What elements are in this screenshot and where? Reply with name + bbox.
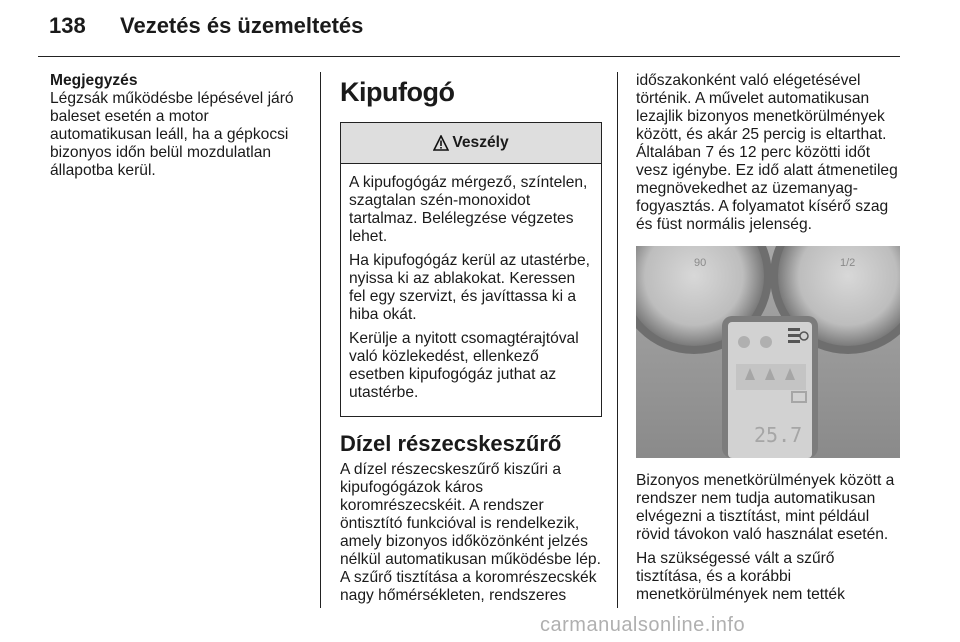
body-paragraph: Ha szükségessé vált a szűrő tisztítása, és a korábbi menetkörülmények nem tették: [636, 550, 845, 603]
danger-box-header: [341, 123, 601, 164]
right-gauge-label: 1/2: [840, 257, 856, 269]
continued-paragraph: időszakonként való elégetésével történik. A művelet automatikusan lezajlik bizonyos menetkörülmények között, és akár 25 percig is eltarthat. Általában 7 és 12 perc közötti időt vesz igénybe. Ez idő alatt átmenetileg megnövekedhet az üzemanyag-fogyasztás. A folyamatot kísérő szag és füst normális jelenség.: [636, 72, 898, 233]
danger-box-body: [341, 164, 601, 416]
column-right: [636, 72, 904, 610]
watermark: carmanualsonline.info: [540, 614, 746, 636]
column-divider-2: [617, 72, 618, 608]
page-number: 138: [49, 13, 86, 38]
dashboard-photo: [636, 246, 900, 458]
danger-box: [340, 122, 602, 417]
column-divider-1: [320, 72, 321, 608]
note-title: Megjegyzés: [50, 72, 138, 89]
page-header: [0, 0, 960, 58]
left-gauge-label: 90: [694, 257, 707, 269]
chapter-title: Vezetés és üzemeltetés: [120, 13, 364, 38]
body-paragraph: Bizonyos menetkörülmények között a rendszer nem tudja automatikusan elvégezni a tisztítást, mint például rövid távokon való használat esetén.: [636, 472, 895, 543]
display-temperature: 25.7: [754, 423, 803, 447]
column-left: [50, 72, 312, 186]
dpf-paragraph: A dízel részecskeszűrő kiszűri a kipufogógázok káros koromrészecskéit. A rendszer öntisztító funkcióval is rendelkezik, amely bizonyos időközönként jelzés nélkül automatikusan működésbe lép. A szűrő tisztítása a koromrészecskék nagy hőmérsékleten, rendszeres: [340, 461, 601, 604]
danger-paragraph: Ha kipufogógáz kerül az utastérbe, nyissa ki az ablakokat. Keressen fel egy szervizt, és javíttassa ki a hiba okát.: [349, 252, 590, 323]
danger-paragraph: Kerülje a nyitott csomagtérajtóval való közlekedést, ellenkező esetben kipufogógáz juthat az utastérbe.: [349, 330, 579, 401]
note: [50, 72, 312, 180]
warning-triangle-icon: [433, 135, 449, 151]
danger-box-title: Veszély: [452, 134, 509, 151]
column-middle: [340, 72, 602, 611]
note-text: Légzsák működésbe lépésével járó baleset esetén a motor automatikusan leáll, ha a gépkocsi bizonyos időn belül mozdulatlan állapotba kerül.: [50, 90, 294, 179]
subsection-title-dpf: Dízel részecskeszűrő: [340, 431, 562, 456]
section-title-exhaust: Kipufogó: [340, 77, 455, 107]
header-rule: [38, 56, 900, 57]
danger-paragraph: A kipufogógáz mérgező, színtelen, szagtalan szén-monoxidot tartalmaz. Belélegzése végzetes lehet.: [349, 174, 588, 245]
